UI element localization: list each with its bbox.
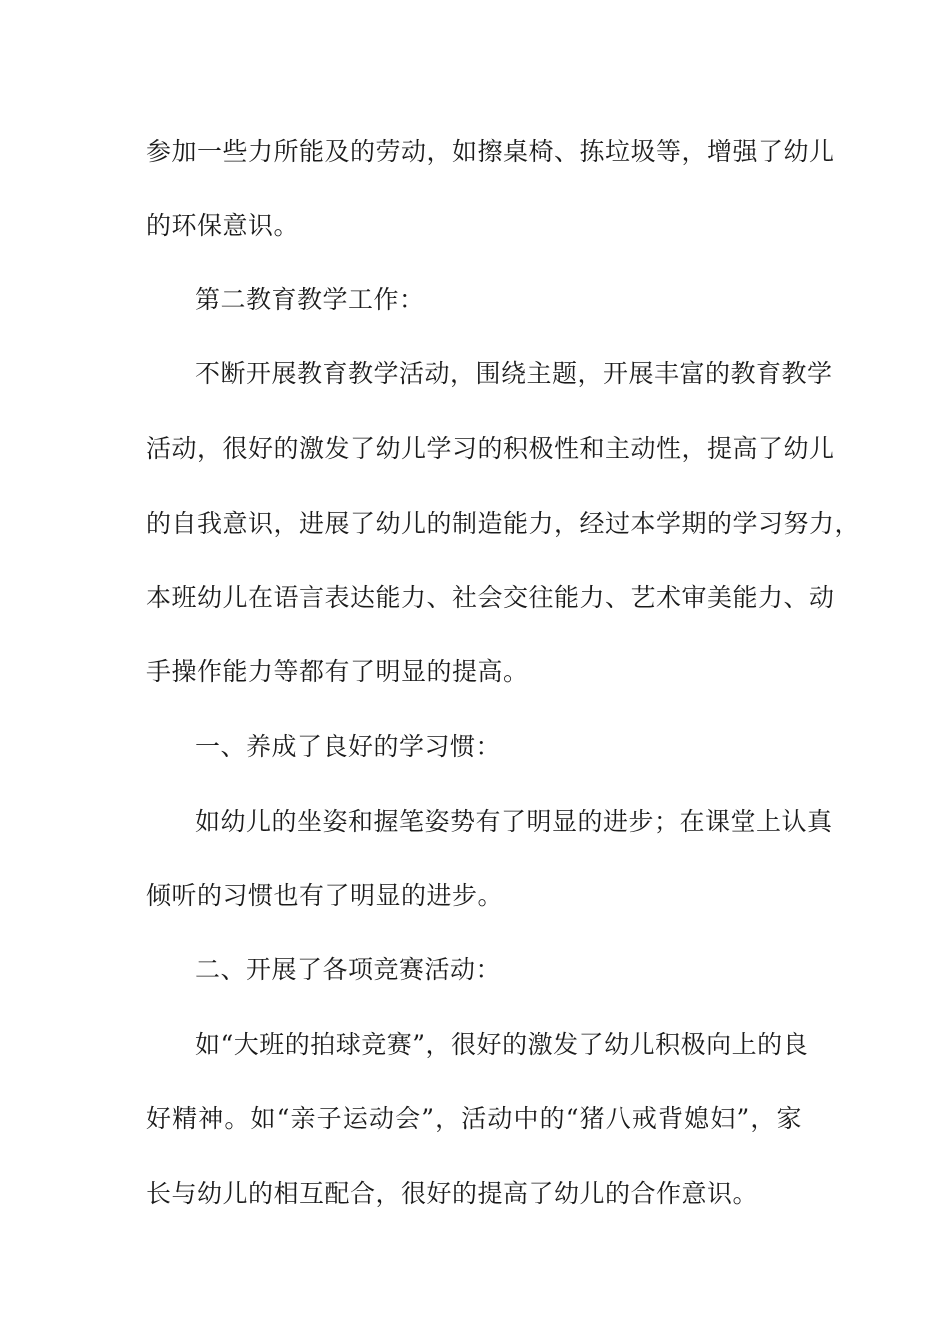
text-line: 的自我意识，进展了幼儿的制造能力，经过本学期的学习努力，: [146, 509, 861, 538]
section-heading: 一、养成了良好的学习惯：: [195, 732, 502, 761]
text-line: 好精神。如“亲子运动会”，活动中的“猪八戒背媳妇”，家: [146, 1104, 802, 1133]
text-line: 不断开展教育教学活动，围绕主题，开展丰富的教育教学: [195, 359, 833, 388]
text-line: 长与幼儿的相互配合，很好的提高了幼儿的合作意识。: [146, 1179, 759, 1208]
text-line: 如“大班的拍球竞赛”，很好的激发了幼儿积极向上的良: [195, 1030, 809, 1059]
section-heading: 二、开展了各项竞赛活动：: [195, 955, 502, 984]
section-heading: 第二教育教学工作：: [195, 285, 425, 314]
text-line: 参加一些力所能及的劳动，如擦桌椅、拣垃圾等，增强了幼儿: [146, 137, 835, 166]
text-line: 活动，很好的激发了幼儿学习的积极性和主动性，提高了幼儿: [146, 434, 835, 463]
text-line: 的环保意识。: [146, 211, 300, 240]
text-line: 本班幼儿在语言表达能力、社会交往能力、艺术审美能力、动: [146, 583, 835, 612]
text-line: 倾听的习惯也有了明显的进步。: [146, 881, 504, 910]
text-line: 手操作能力等都有了明显的提高。: [146, 657, 529, 686]
text-line: 如幼儿的坐姿和握笔姿势有了明显的进步；在课堂上认真: [195, 807, 833, 836]
